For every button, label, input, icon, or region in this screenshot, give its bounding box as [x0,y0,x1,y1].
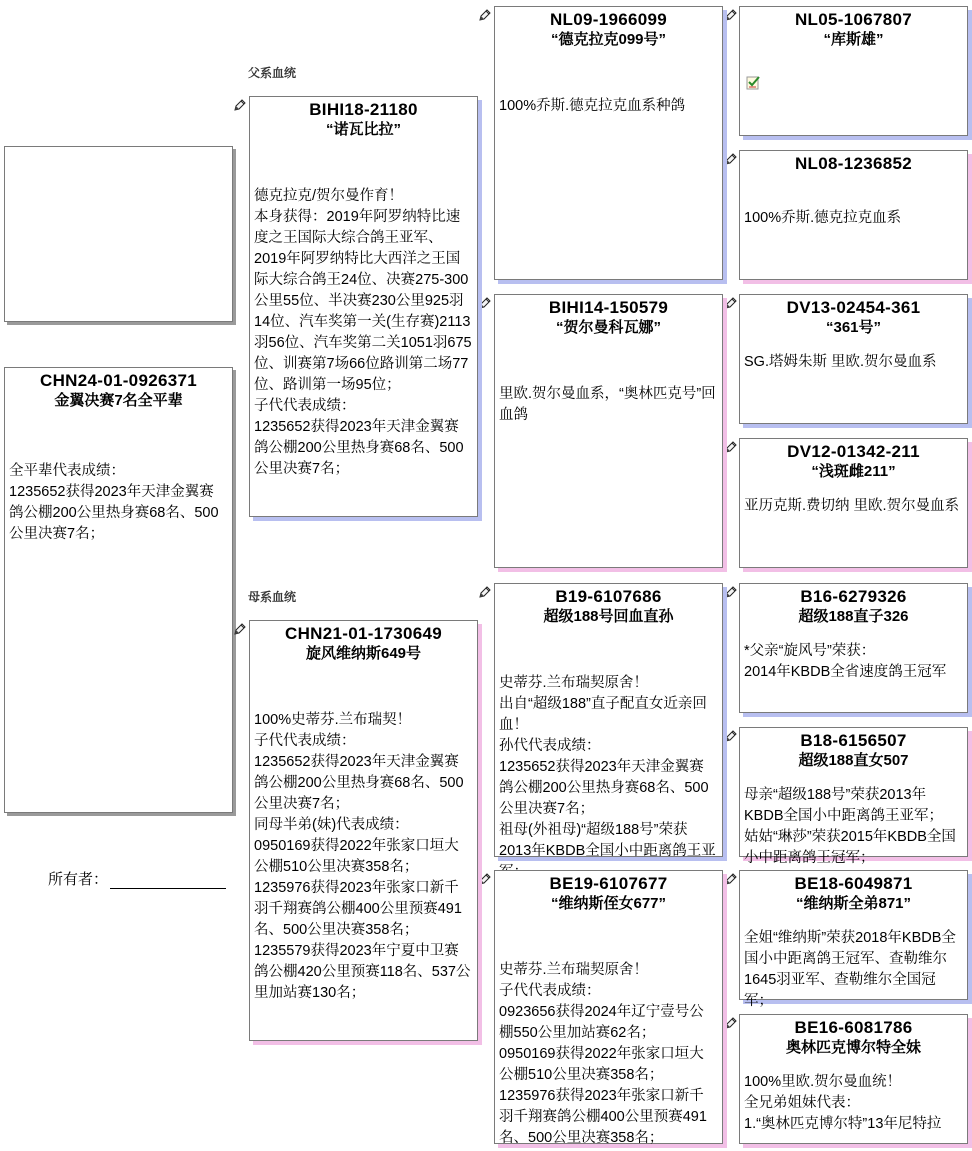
dss-name: 超级188直子326 [798,608,909,625]
sire-name: “诺瓦比拉” [325,121,401,138]
subject-ring-number: CHN24-01-0926371 [40,371,197,390]
dss-card[interactable] [739,583,968,713]
dam-sire-ring-number: B19-6107686 [555,587,662,606]
ddd-name: 奥林匹克博尔特全妹 [785,1039,921,1056]
sss-ring-number: NL05-1067807 [794,10,912,29]
sdd-ring-number: DV12-01342-211 [787,442,920,461]
owner-field[interactable] [48,868,226,889]
owner-label: 所有者： [48,871,109,888]
edit-pen-icon[interactable] [724,296,738,310]
edit-pen-icon[interactable] [478,585,492,599]
ssd-card[interactable] [739,150,968,280]
sss-name: “库斯雄” [823,31,884,48]
edit-pen-icon[interactable] [724,8,738,22]
dds-ring-number: BE18-6049871 [794,874,913,893]
sire-dam-description: 里欧.贺尔曼血系，“奥林匹克号”回血鸽 [499,386,716,423]
dsd-card[interactable] [739,727,968,866]
sire-line-label: 父系血统 [248,66,297,80]
ssd-ring-number: NL08-1236852 [794,154,912,173]
dss-description: *父亲“旋风号”荣获： 2014年KBDB全省速度鸽王冠军 [744,643,947,680]
dam-sire-card[interactable] [494,583,723,857]
sdd-card[interactable] [739,438,968,568]
sdd-name: “浅斑雌211” [811,463,896,480]
edit-pen-icon[interactable] [724,872,738,886]
dam-sire-description: 史蒂芬.兰布瑞契原舍！ 出自“超级188”直子配直女近亲回血！ 孙代代表成绩： 1235652获得2023年天津金翼赛鸽公棚200公里热身赛68名、500公里决赛7名； 祖母(外祖母)“超级188号”荣获2013年KBDB全国小中距离鸽王亚 [499,675,716,859]
dam-dam-name: “维纳斯侄女677” [550,895,667,912]
dam-ring-number: CHN21-01-1730649 [285,624,442,643]
edit-pen-icon[interactable] [724,1016,738,1030]
subject-card[interactable] [4,367,233,813]
edit-pen-icon[interactable] [724,152,738,166]
ddd-ring-number: BE16-6081786 [794,1018,913,1037]
sire-sire-ring-number: NL09-1966099 [549,10,667,29]
owner-line [110,874,226,889]
ddd-description: 100%里欧.贺尔曼血统！ 全兄弟姐妹代表： 1.“奥林匹克博尔特”13年尼特拉 [744,1074,942,1132]
sds-description: SG.塔姆朱斯 里欧.贺尔曼血系 [744,354,937,370]
dam-description: 100%史蒂芬.兰布瑞契！ 子代代表成绩： 1235652获得2023年天津金翼赛鸽公棚200公里热身赛68名、500公里决赛7名； 同母半弟(妹)代表成绩： 0950169获得2022年张家口垣大公棚510公里决赛358名； 1235976获得2023年张家口新千羽千翔赛鸽公棚400公里预赛491名、500公里决赛358名； 1235579获得2023年宁夏中卫赛鸽公棚420公里预赛118名、537公里加站赛130名； [254,712,471,1001]
sds-card[interactable] [739,294,968,424]
dds-description: 全姐“维纳斯”荣获2018年KBDB全国小中距离鸽王冠军、查勒维尔1645羽亚军、查勒维尔全国冠军； [744,930,956,1009]
sdd-description: 亚历克斯.费切纳 里欧.贺尔曼血系 [744,498,960,514]
sds-ring-number: DV13-02454-361 [786,298,921,317]
edit-pen-icon[interactable] [478,296,492,310]
sire-sire-description: 100%乔斯.德克拉克血系种鸽 [499,98,686,114]
dam-dam-ring-number: BE19-6107677 [549,874,668,893]
ddd-card[interactable] [739,1014,968,1144]
dds-name: “维纳斯全弟871” [795,895,912,912]
sss-card[interactable] [739,6,968,136]
dam-name: 旋风维纳斯649号 [305,645,422,662]
subject-name: 金翼决赛7名全平辈 [54,392,183,409]
edit-pen-icon[interactable] [724,729,738,743]
dam-sire-name: 超级188号回血直孙 [543,608,674,625]
edit-pen-icon[interactable] [478,8,492,22]
dss-ring-number: B16-6279326 [800,587,907,606]
dam-dam-description: 史蒂芬.兰布瑞契原舍！ 子代代表成绩： 0923656获得2024年辽宁壹号公棚550公里加站赛62名； 0950169获得2022年张家口垣大公棚510公里决赛358名； 1235976获得2023年张家口新千羽千翔赛鸽公棚400公里预赛491名、500公里决赛358名； [499,962,707,1146]
sire-dam-ring-number: BIHI14-150579 [548,298,669,317]
sire-dam-card[interactable] [494,294,723,568]
note-icon[interactable] [746,75,761,90]
dam-card[interactable] [249,620,478,1041]
subject-description: 全平辈代表成绩： 1235652获得2023年天津金翼赛鸽公棚200公里热身赛68名、500公里决赛7名； [9,463,219,542]
sire-sire-card[interactable] [494,6,723,280]
ssd-description: 100%乔斯.德克拉克血系 [744,210,902,226]
sire-sire-name: “德克拉克099号” [550,31,667,48]
edit-pen-icon[interactable] [233,98,247,112]
sire-ring-number: BIHI18-21180 [309,100,418,119]
photo-frame [4,146,233,322]
dsd-ring-number: B18-6156507 [800,731,907,750]
sire-card[interactable] [249,96,478,517]
edit-pen-icon[interactable] [233,622,247,636]
dsd-name: 超级188直女507 [798,752,909,769]
sire-dam-name: “贺尔曼科瓦娜” [555,319,661,336]
dam-line-label: 母系血统 [248,590,297,604]
dam-dam-card[interactable] [494,870,723,1144]
sire-description: 德克拉克/贺尔曼作育！ 本身获得：2019年阿罗纳特比速度之王国际大综合鸽王亚军、2019年阿罗纳特比大西洋之王国际大综合鸽王24位、决赛275-300公里55位、半决赛230公里925羽14位、汽车奖第一关(生存赛)2113羽56位、汽车奖第二关1051羽675位、训赛第7场66位路训第二场77位、路训第一场95位； 子代代表成绩： 1235652获得2023年天津金翼赛鸽公棚200公里热身赛68名、500公里决赛7名； [254,188,472,477]
edit-pen-icon[interactable] [724,440,738,454]
edit-pen-icon[interactable] [478,872,492,886]
dsd-description: 母亲“超级188号”荣获2013年KBDB全国小中距离鸽王亚军； 姑姑“琳莎”荣获2015年KBDB全国小中距离鸽王冠军； [744,787,956,866]
edit-pen-icon[interactable] [724,585,738,599]
sds-name: “361号” [825,319,882,336]
dds-card[interactable] [739,870,968,1009]
